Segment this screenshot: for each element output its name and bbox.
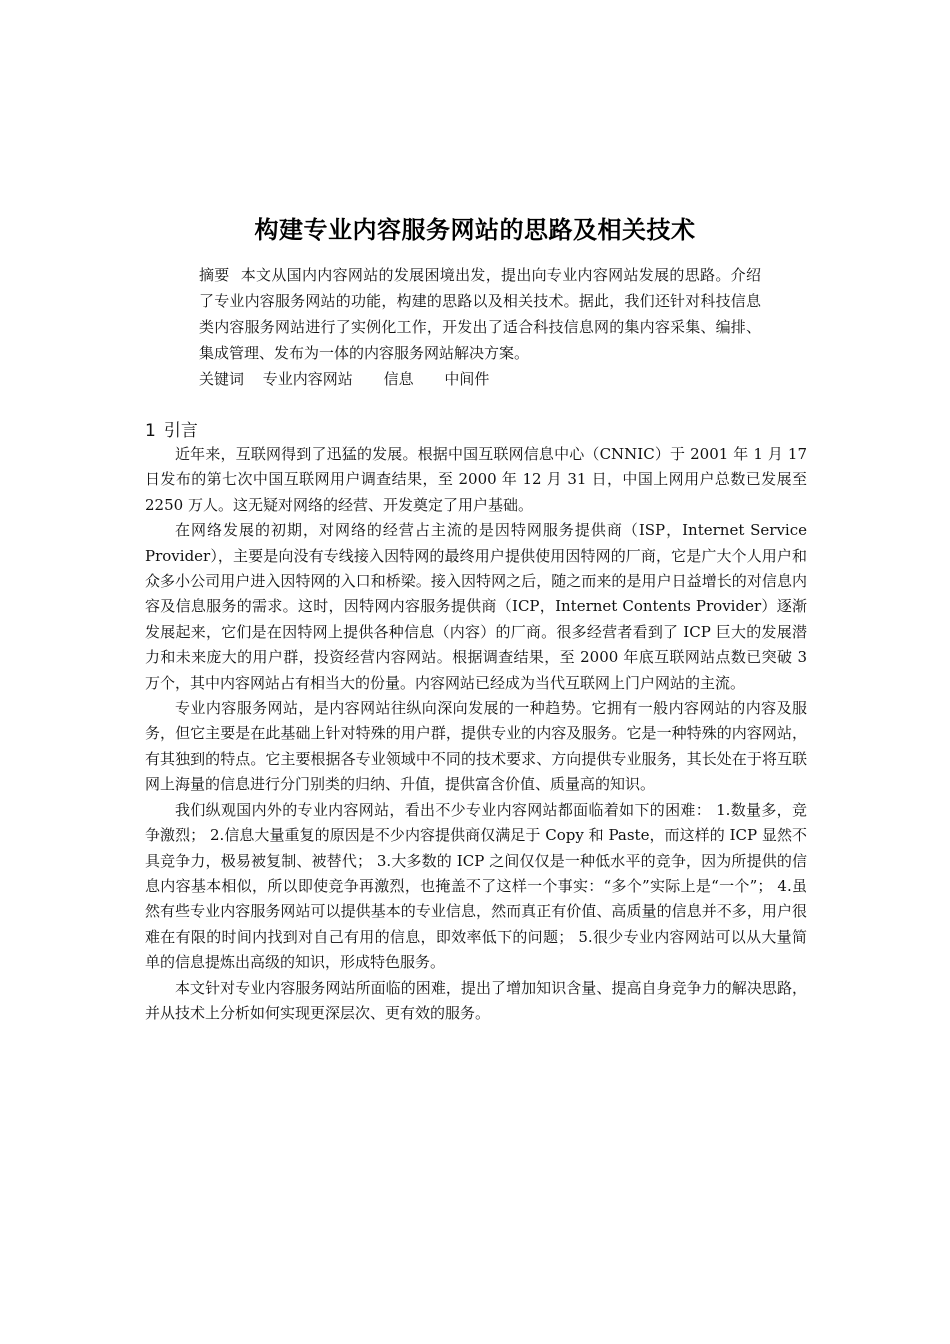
abstract-label: 摘要	[199, 266, 230, 284]
abstract-text: 本文从国内内容网站的发展困境出发，提出向专业内容网站发展的思路。介绍了专业内容服务网站的功能，构建的思路以及相关技术。据此，我们还针对科技信息类内容服务网站进行了实例化工作，开发出了适合科技信息网的集内容采集、编排、集成管理、发布为一体的内容服务网站解决方案。	[199, 266, 761, 362]
keywords	[199, 366, 761, 392]
keyword-item: 信息	[383, 370, 414, 388]
paper-title: 构建专业内容服务网站的思路及相关技术	[254, 216, 696, 245]
keyword-item: 专业内容网站	[262, 370, 353, 388]
section-heading	[145, 418, 198, 444]
body-paragraph: 本文针对专业内容服务网站所面临的困难，提出了增加知识含量、提高自身竞争力的解决思路，并从技术上分析如何实现更深层次、更有效的服务。	[145, 978, 807, 1022]
body-paragraph: 在网络发展的初期，对网络的经营占主流的是因特网服务提供商（ISP，Internet Service Provider），主要是向没有专线接入因特网的最终用户提供使用因特网的厂商，它是广大个人用户和众多小公司用户进入因特网的入口和桥梁。接入因特网之后，随之而来的是用户日益增长的对信息内容及信息服务的需求。这时，因特网内容服务提供商（ICP，Internet Contents Provider）逐渐发展起来，它们是在因特网上提供各种信息（内容）的厂商。很多经营者看到了 ICP 巨大的发展潜力和未来庞大的用户群，投资经营内容网站。根据调查结果，至 2000 年底互联网站点数已突破 3 万个，其中内容网站占有相当大的份量。内容网站已经成为当代互联网上门户网站的主流。	[145, 521, 807, 692]
section-title: 引言	[163, 421, 198, 441]
body-paragraph: 专业内容服务网站，是内容网站往纵向深向发展的一种趋势。它拥有一般内容网站的内容及服务，但它主要是在此基础上针对特殊的用户群，提供专业的内容及服务。它是一种特殊的内容网站，有其独到的特点。它主要根据各专业领域中不同的技术要求、方向提供专业服务，其长处在于将互联网上海量的信息进行分门别类的归纳、升值，提供富含价值、质量高的知识。	[145, 699, 807, 794]
section-number: 1	[145, 421, 156, 441]
section-body	[145, 442, 807, 1026]
body-paragraph: 近年来，互联网得到了迅猛的发展。根据中国互联网信息中心（CNNIC）于 2001 年 1 月 17 日发布的第七次中国互联网用户调查结果，至 2000 年 12 月 31 日，中国上网用户总数已发展至 2250 万人。这无疑对网络的经营、开发奠定了用户基础。	[145, 445, 807, 514]
keyword-item: 中间件	[444, 370, 490, 388]
body-paragraph: 我们纵观国内外的专业内容网站，看出不少专业内容网站都面临着如下的困难： 1.数量多，竞争激烈； 2.信息大量重复的原因是不少内容提供商仅满足于 Copy 和 Paste，而这样的 ICP 显然不具竞争力，极易被复制、被替代； 3.大多数的 ICP 之间仅仅是一种低水平的竞争，因为所提供的信息内容基本相似，所以即使竞争再激烈，也掩盖不了这样一个事实：“多个”实际上是“一个”； 4.虽然有些专业内容服务网站可以提供基本的专业信息，然而真正有价值、高质量的信息并不多，用户很难在有限的时间内找到对自己有用的信息，即效率低下的问题； 5.很少专业内容网站可以从大量简单的信息提炼出高级的知识，形成特色服务。	[145, 800, 807, 972]
abstract	[199, 262, 761, 366]
keywords-label: 关键词	[199, 370, 245, 388]
